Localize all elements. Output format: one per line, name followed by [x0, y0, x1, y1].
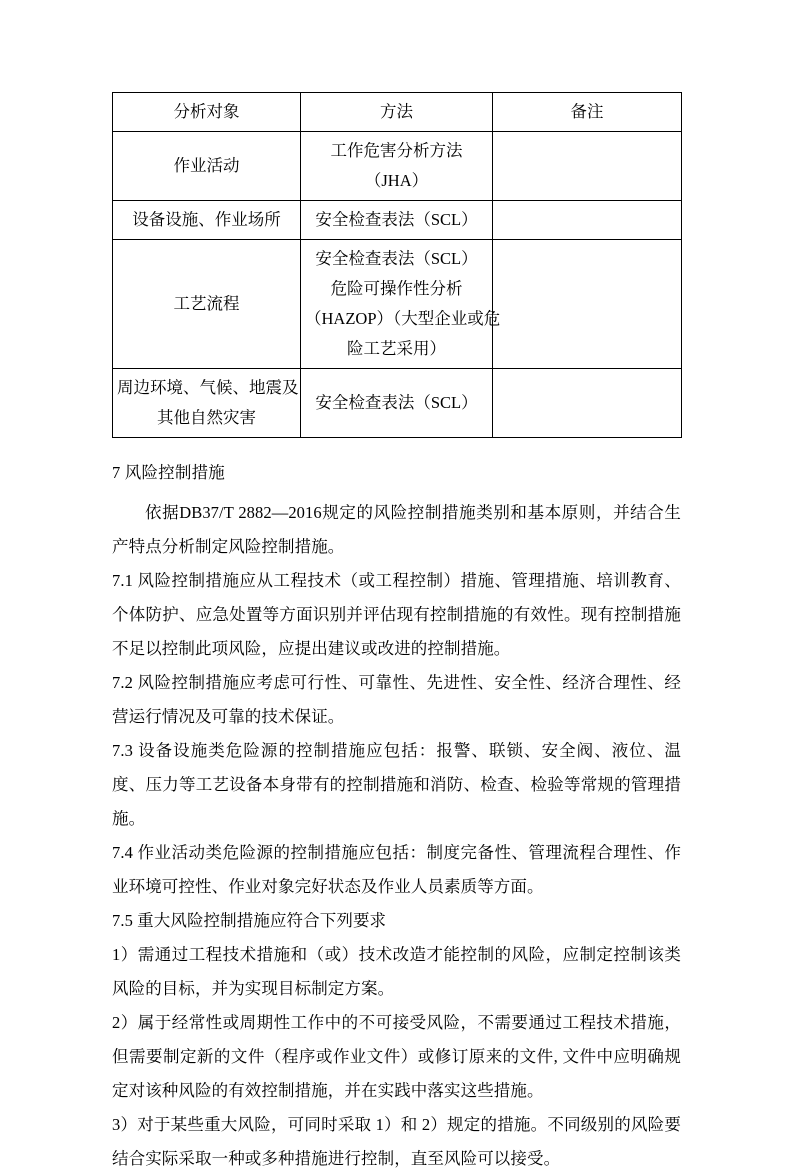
table-cell-method [301, 240, 501, 369]
table-cell-method: 安全检查表法（SCL） [301, 201, 493, 240]
table-header-cell-object: 分析对象 [113, 93, 301, 132]
table-cell-object [113, 369, 301, 438]
section-heading: 7 风险控制措施 [112, 463, 225, 482]
paragraph-7-2: 7.2 风险控制措施应考虑可行性、可靠性、先进性、安全性、经济合理性、经营运行情况及可靠的技术保证。 [112, 673, 681, 726]
object-line: 其他自然灾害 [157, 408, 256, 427]
table-cell-object: 设备设施、作业场所 [113, 201, 301, 240]
table-row [113, 240, 682, 369]
table-header-row [113, 93, 682, 132]
table-cell-method: 安全检查表法（SCL） [301, 369, 493, 438]
table-cell-remark [493, 132, 682, 201]
method-line: 安全检查表法（SCL） [315, 249, 478, 268]
table-row [113, 132, 682, 201]
table-cell-remark [493, 201, 682, 240]
table-cell-remark [493, 369, 682, 438]
paragraph-intro: 依据DB37/T 2882—2016规定的风险控制措施类别和基本原则，并结合生产特点分析制定风险控制措施。 [112, 503, 681, 556]
method-line: （HAZOP）（大型企业或危 [305, 309, 501, 328]
paragraph-item-1: 1）需通过工程技术措施和（或）技术改造才能控制的风险，应制定控制该类风险的目标，并为实现目标制定方案。 [112, 945, 681, 998]
method-line: 险工艺采用） [347, 339, 446, 358]
analysis-method-table [112, 92, 682, 438]
paragraph-7-5: 7.5 重大风险控制措施应符合下列要求 [112, 911, 387, 930]
table-row [113, 369, 682, 438]
section-body [112, 456, 681, 1176]
paragraph-7-3: 7.3 设备设施类危险源的控制措施应包括：报警、联锁、安全阀、液位、温度、压力等工艺设备本身带有的控制措施和消防、检查、检验等常规的管理措施。 [112, 741, 681, 828]
method-line: 危险可操作性分析 [330, 279, 463, 298]
table-header-cell-remark: 备注 [493, 93, 682, 132]
paragraph-7-1: 7.1 风险控制措施应从工程技术（或工程控制）措施、管理措施、培训教育、个体防护、应急处置等方面识别并评估现有控制措施的有效性。现有控制措施不足以控制此项风险，应提出建议或改进的控制措施。 [112, 571, 681, 658]
paragraph-7-4: 7.4 作业活动类危险源的控制措施应包括：制度完备性、管理流程合理性、作业环境可控性、作业对象完好状态及作业人员素质等方面。 [112, 843, 681, 896]
table-cell-object: 作业活动 [113, 132, 301, 201]
table-row [113, 201, 682, 240]
table-cell-remark [493, 240, 682, 369]
page-content [112, 92, 681, 1176]
table-cell-object: 工艺流程 [113, 240, 301, 369]
paragraph-item-2: 2）属于经常性或周期性工作中的不可接受风险，不需要通过工程技术措施，但需要制定新的文件（程序或作业文件）或修订原来的文件, 文件中应明确规定对该种风险的有效控制措施，并在实践中落实这些措施。 [112, 1013, 681, 1100]
table-cell-method: 工作危害分析方法（JHA） [301, 132, 493, 201]
object-line: 周边环境、气候、地震及 [117, 378, 299, 397]
table-body [113, 93, 682, 438]
table-header-cell-method: 方法 [301, 93, 493, 132]
paragraph-item-3: 3）对于某些重大风险，可同时采取 1）和 2）规定的措施。不同级别的风险要结合实际采取一种或多种措施进行控制，直至风险可以接受。 [112, 1115, 681, 1168]
